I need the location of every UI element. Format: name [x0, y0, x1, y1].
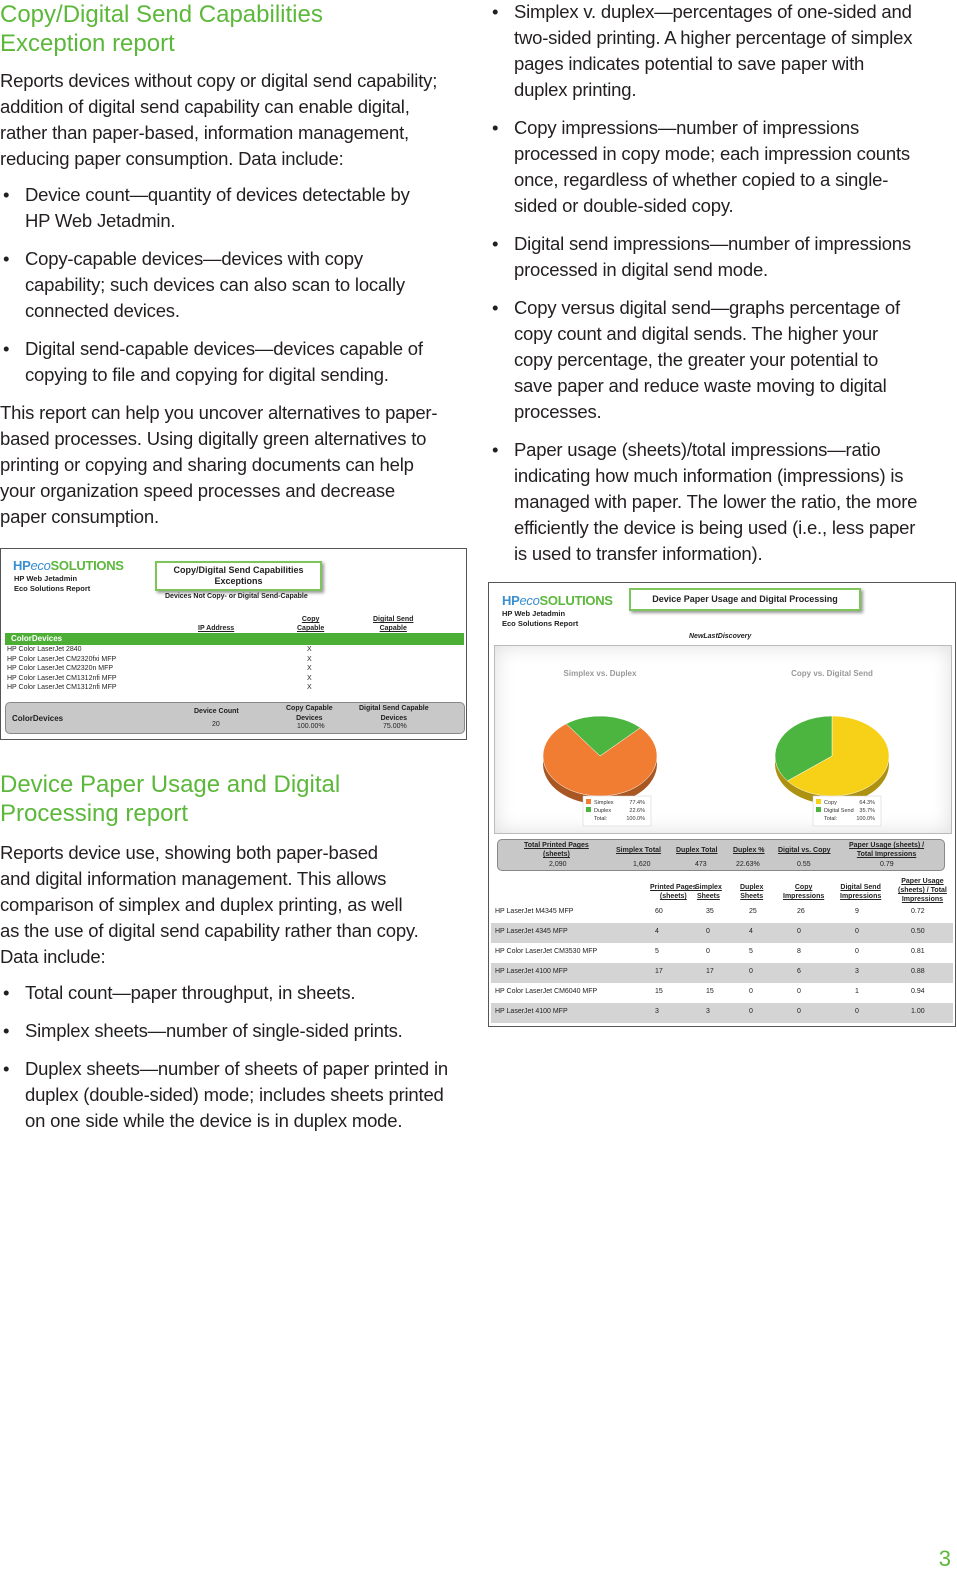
duplex-pct-value: 22.63%: [736, 861, 760, 868]
row-cell: 0: [749, 1008, 753, 1015]
device-row: HP Color LaserJet CM1312nfi MFP X: [7, 674, 312, 682]
summary-box: [5, 702, 465, 734]
row-device-name: HP LaserJet 4100 MFP: [495, 968, 568, 975]
copy-digital-para: This report can help you uncover alternatives to paper- based processes. Using digitally green alternatives to printing or copying and sharing documents can help your organization speed processes and decrease paper consumption.: [0, 402, 438, 527]
row-device-name: HP LaserJet M4345 MFP: [495, 908, 574, 915]
device-row: HP Color LaserJet CM2320n MFP X: [7, 665, 312, 672]
row-cell: 0: [749, 988, 753, 995]
report-title: Copy/Digital Send Capabilities Exceptions: [155, 561, 322, 591]
legend-label: Copy: [824, 800, 837, 806]
legend-label: Duplex: [594, 808, 612, 814]
row-cell: 3: [855, 968, 859, 975]
pie-title: Simplex vs. Duplex: [563, 669, 637, 678]
hdr-copy-impressions: Copy Impressions: [783, 884, 825, 900]
paper-usage-value: 0.79: [880, 861, 894, 868]
col-copy-capable: Copy Capable: [297, 616, 325, 632]
pie-charts: [495, 646, 951, 833]
row-cell: 0: [706, 928, 710, 935]
simplex-total-header: Simplex Total: [616, 847, 661, 854]
legend-total-value: 100.0%: [856, 816, 875, 822]
row-device-name: HP LaserJet 4345 MFP: [495, 928, 568, 935]
table-row: [491, 1003, 953, 1023]
digital-vs-copy-value: 0.55: [797, 861, 811, 868]
device-row: HP Color LaserJet 2840 X: [7, 646, 312, 653]
device-table: [491, 903, 953, 1023]
row-device-name: HP Color LaserJet CM6040 MFP: [495, 988, 598, 995]
table-row: [491, 983, 953, 1003]
table-row: [491, 943, 953, 963]
bullet-paper-usage-ratio: • Paper usage (sheets)/total impressions—ratio indicating how much information (impressions) is managed with paper. The lower the ratio, the more efficiently the device is being used (i.e., less paper is used to transfer information).: [489, 437, 957, 567]
hdr-duplex-sheets: Duplex Sheets: [740, 884, 764, 900]
hp-eco-logo: HPecoSOLUTIONS: [13, 558, 124, 573]
row-cell: 0.88: [911, 968, 925, 975]
row-cell: 5: [655, 948, 659, 955]
row-cell: 0: [855, 1008, 859, 1015]
device-list: [7, 646, 347, 694]
copy-digital-bullets: [0, 182, 468, 388]
table-row: [491, 903, 953, 923]
row-cell: 0: [749, 968, 753, 975]
legend-value: 77.4%: [629, 800, 645, 806]
row-cell: 1.00: [911, 1008, 925, 1015]
row-cell: 26: [797, 908, 805, 915]
row-cell: 0.50: [911, 928, 925, 935]
hp-eco-logo-2: HPecoSOLUTIONS: [502, 593, 613, 608]
bullet-copy-capable: • Copy-capable devices—devices with copy capability; such devices can also scan to locally connected devices.: [0, 246, 468, 324]
report2-subtitle: NewLastDiscovery: [689, 633, 752, 640]
bullet-copy-vs-digital: • Copy versus digital send—graphs percentage of copy count and digital sends. The higher your copy percentage, the greater your potential to save paper and reduce waste moving to digital processes.: [489, 295, 957, 425]
col-ip-address: IP Address: [198, 625, 235, 632]
summary-copy: 100.00%: [297, 723, 325, 730]
row-cell: 0.81: [911, 948, 925, 955]
copy-digital-heading: Copy/Digital Send Capabilities Exception report: [0, 1, 323, 57]
simplex-total-value: 1,620: [633, 861, 651, 868]
legend-swatch: [816, 799, 821, 804]
legend-total-label: Total:: [594, 816, 608, 822]
row-cell: 15: [706, 988, 714, 995]
row-cell: 3: [706, 1008, 710, 1015]
row-device-name: HP Color LaserJet CM3530 MFP: [495, 948, 598, 955]
group-bar: ColorDevices: [5, 633, 464, 645]
legend-label: Digital Send: [824, 808, 854, 814]
row-cell: 9: [855, 908, 859, 915]
col-digital-capable: Digital Send Capable: [373, 616, 414, 632]
row-cell: 0: [855, 948, 859, 955]
duplex-pct-header: Duplex %: [733, 847, 765, 854]
row-cell: 60: [655, 908, 663, 915]
row-cell: 35: [706, 908, 714, 915]
legend-value: 35.7%: [859, 808, 875, 814]
legend-total-value: 100.0%: [626, 816, 645, 822]
page-number: 3: [938, 1546, 951, 1571]
report-source-2: HP Web Jetadmin Eco Solutions Report: [502, 609, 579, 628]
summary-digital: 75.00%: [383, 723, 407, 730]
bullet-total-count: • Total count—paper throughput, in sheets.: [0, 980, 468, 1006]
row-cell: 0: [706, 948, 710, 955]
total-printed-value: 2,090: [549, 861, 567, 868]
duplex-total-header: Duplex Total: [676, 847, 718, 854]
paper-usage-bullets: [0, 980, 468, 1134]
table-row: [491, 923, 953, 943]
row-cell: 5: [749, 948, 753, 955]
row-cell: 8: [797, 948, 801, 955]
row-cell: 3: [655, 1008, 659, 1015]
hdr-printed-pages: Printed Pages (sheets): [650, 884, 697, 900]
duplex-total-value: 473: [695, 861, 707, 868]
row-cell: 25: [749, 908, 757, 915]
bullet-simplex: • Simplex sheets—number of single-sided prints.: [0, 1018, 468, 1044]
paper-usage-intro: Reports device use, showing both paper-based and digital information management. This allows comparison of simplex and duplex printing, as well as the use of digital send capability rather than copy. Data include:: [0, 842, 419, 967]
legend-label: Simplex: [594, 800, 614, 806]
report-source: HP Web Jetadmin Eco Solutions Report: [14, 574, 91, 593]
paper-usage-heading: Device Paper Usage and Digital Processing report: [0, 771, 341, 827]
copy-digital-intro: Reports devices without copy or digital send capability; addition of digital send capability can enable digital, rather than paper-based, information management, reducing paper consumption. Data include:: [0, 70, 438, 169]
report2-title: Device Paper Usage and Digital Processing: [629, 588, 861, 611]
legend-swatch: [586, 807, 591, 812]
right-bullets: [489, 0, 957, 567]
totals-box: [497, 839, 945, 871]
report-subtitle: Devices Not Copy- or Digital Send-Capable: [165, 593, 308, 600]
row-cell: 17: [706, 968, 714, 975]
paper-usage-header: Paper Usage (sheets) / Total Impressions: [849, 842, 925, 858]
bullet-simplex-duplex: • Simplex v. duplex—percentages of one-sided and two-sided printing. A higher percentage of simplex pages indicates potential to save paper with duplex printing.: [489, 0, 957, 103]
bullet-copy-impressions: • Copy impressions—number of impressions processed in copy mode; each impression counts once, regardless of whether copied to a single- sided or double-sided copy.: [489, 115, 957, 219]
row-cell: 0: [797, 928, 801, 935]
row-cell: 15: [655, 988, 663, 995]
digital-vs-copy-header: Digital vs. Copy: [778, 847, 831, 854]
row-cell: 4: [655, 928, 659, 935]
summary-digital-header: Digital Send Capable Devices: [359, 705, 429, 722]
device-row: HP Color LaserJet CM1312nfi MFP X: [7, 684, 312, 691]
row-device-name: HP LaserJet 4100 MFP: [495, 1008, 568, 1015]
row-cell: 1: [855, 988, 859, 995]
row-cell: 0: [797, 1008, 801, 1015]
copy-digital-report-image: [0, 548, 467, 740]
bullet-digital-send: • Digital send-capable devices—devices capable of copying to file and copying for digital sending.: [0, 336, 468, 388]
row-cell: 0: [855, 928, 859, 935]
row-cell: 17: [655, 968, 663, 975]
total-printed-header: Total Printed Pages (sheets): [524, 842, 589, 858]
summary-count: 20: [212, 721, 220, 728]
hdr-digital-impressions: Digital Send Impressions: [840, 884, 882, 900]
row-cell: 0.94: [911, 988, 925, 995]
legend-total-label: Total:: [824, 816, 838, 822]
legend-swatch: [586, 799, 591, 804]
legend-swatch: [816, 807, 821, 812]
legend-value: 64.3%: [859, 800, 875, 806]
summary-copy-header: Copy Capable Devices: [286, 705, 333, 722]
paper-usage-report-image: [488, 582, 956, 1027]
summary-count-header: Device Count: [194, 708, 239, 715]
row-cell: 0: [797, 988, 801, 995]
summary-label: ColorDevices: [12, 714, 64, 723]
pie-title: Copy vs. Digital Send: [791, 669, 873, 678]
row-cell: 6: [797, 968, 801, 975]
charts-panel: [494, 645, 952, 834]
row-cell: 4: [749, 928, 753, 935]
hdr-paper-usage: Paper Usage (sheets) / Total Impressions: [898, 878, 947, 903]
hdr-simplex-sheets: Simplex Sheets: [695, 884, 722, 900]
bullet-duplex: • Duplex sheets—number of sheets of paper printed in duplex (double-sided) mode; includes sheets printed on one side while the device is in duplex mode.: [0, 1056, 468, 1134]
table-row: [491, 963, 953, 983]
legend-value: 22.6%: [629, 808, 645, 814]
row-cell: 0.72: [911, 908, 925, 915]
device-row: HP Color LaserJet CM2320fxi MFP X: [7, 655, 312, 663]
bullet-digital-impressions: • Digital send impressions—number of impressions processed in digital send mode.: [489, 231, 957, 283]
bullet-device-count: • Device count—quantity of devices detectable by HP Web Jetadmin.: [0, 182, 468, 234]
